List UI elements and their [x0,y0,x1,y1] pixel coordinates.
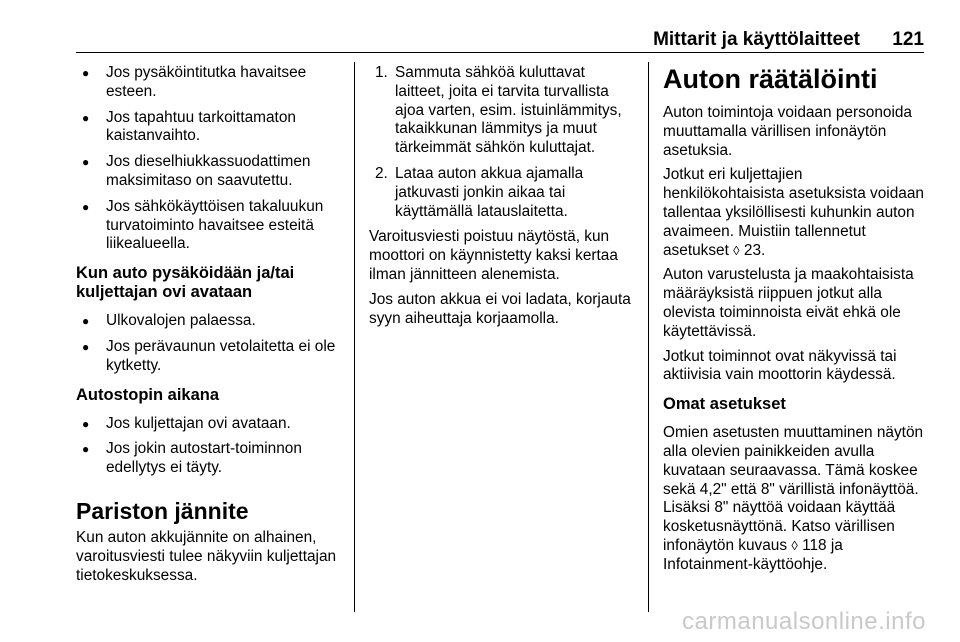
page-reference-link[interactable]: 118 ja Infotainment-käyttöohje. [663,536,843,573]
list-item: ● Jos sähkökäyttöisen takaluukun turvatoiminto havaitsee esteitä liikealueella. [76,198,344,254]
numbered-steps [369,64,635,221]
list-item: ● Jos tapahtuu tarkoittamaton kaistanvaihto. [76,109,344,147]
paragraph: Auton varustelusta ja maakohtaisista määräyksistä riippuen jotkut alla olevista toiminnoista eivät ehkä ole käytettävissä. [663,266,914,340]
step-text: Lataa auton akkua ajamalla jatkuvasti jonkin aikaa tai käyttämällä latauslaitetta. [395,164,584,220]
list-item [369,165,635,221]
heading-driver-door: Kun auto pysäköidään ja/tai kuljettajan ovi avataan [76,264,295,302]
bullet-list-autostop [76,415,344,478]
paragraph-text: Omien asetusten muuttaminen näytön alla olevien painikkeiden avulla kuvataan seuraavassa. Tämä koskee sekä 4,2" että 8" värillistä infonäyttöä. Lisäksi 8" näyttöä voidaan käyttää kosketusnäyttönä. Katso värillisen infonäytön kuvaus [663,424,924,554]
heading-battery: Pariston jännite [76,497,249,524]
watermark: carmanualsonline.info [682,608,926,635]
column-2 [369,64,635,334]
list-item [369,64,635,158]
page-ref-arrow-icon: ◊ [733,242,740,258]
paragraph: Auton toimintoja voidaan personoida muuttamalla värillisen infonäytön asetuksia. [663,104,912,159]
heading-autostop: Autostopin aikana [76,385,220,404]
step-text: Sammuta sähköä kuluttavat laitteet, joita ei tarvita turvallista ajoa varten, esim. istuinlämmitys, takaikkunan lämmitys ja muut tärkeimmät sähkön kuluttajat. [395,64,622,157]
page-number: 121 [892,29,924,50]
paragraph: Jotkut toiminnot ovat näkyvissä tai aktiivisia vain moottorin käydessä. [663,347,897,384]
paragraph-text: Jotkut eri kuljettajien henkilökohtaisista asetuksista voidaan tallentaa yksilöllisesti kuhunkin auton avaimeen. Muistiin tallennetut asetukset [663,166,924,259]
list-item: ● Jos kuljettajan ovi avataan. [76,415,344,434]
heading-own-settings: Omat asetukset [663,395,786,414]
column-divider-1 [354,62,355,612]
section-title: Auton räätälöinti [663,64,878,94]
warning-clears-text: Varoitusviesti poistuu näytöstä, kun moottori on käynnistetty kaksi kertaa ilman jännitteen alenemista. [369,228,618,283]
list-item: ● Jos jokin autostart-toiminnon edellytys ei täyty. [76,440,344,478]
page-reference-link[interactable]: 23. [743,241,766,259]
list-item: ● Jos dieselhiukkassuodattimen maksimitaso on saavutettu. [76,153,344,191]
battery-repair-text: Jos auton akkua ei voi ladata, korjauta syyn aiheuttaja korjaamolla. [369,290,631,327]
column-1 [76,64,344,591]
bullet-list-driver-door [76,312,344,375]
bullet-list-top [76,64,344,254]
page-header [76,26,924,53]
paragraph [663,424,927,574]
list-item: ● Jos perävaunun vetolaitetta ei ole kytketty. [76,338,344,376]
column-divider-2 [648,62,649,612]
battery-text: Kun auton akkujännite on alhainen, varoitusviesti tulee näkyviin kuljettajan tietokeskuksessa. [76,528,337,584]
page-ref-arrow-icon: ◊ [791,537,798,553]
page-header-title: Mittarit ja käyttölaitteet [653,29,860,50]
list-item: ● Jos pysäköintitutka havaitsee esteen. [76,64,344,102]
column-3 [663,64,927,581]
paragraph [663,166,927,260]
step-number: 1. [375,64,388,81]
list-item: ● Ulkovalojen palaessa. [76,312,344,331]
step-number: 2. [375,164,388,182]
